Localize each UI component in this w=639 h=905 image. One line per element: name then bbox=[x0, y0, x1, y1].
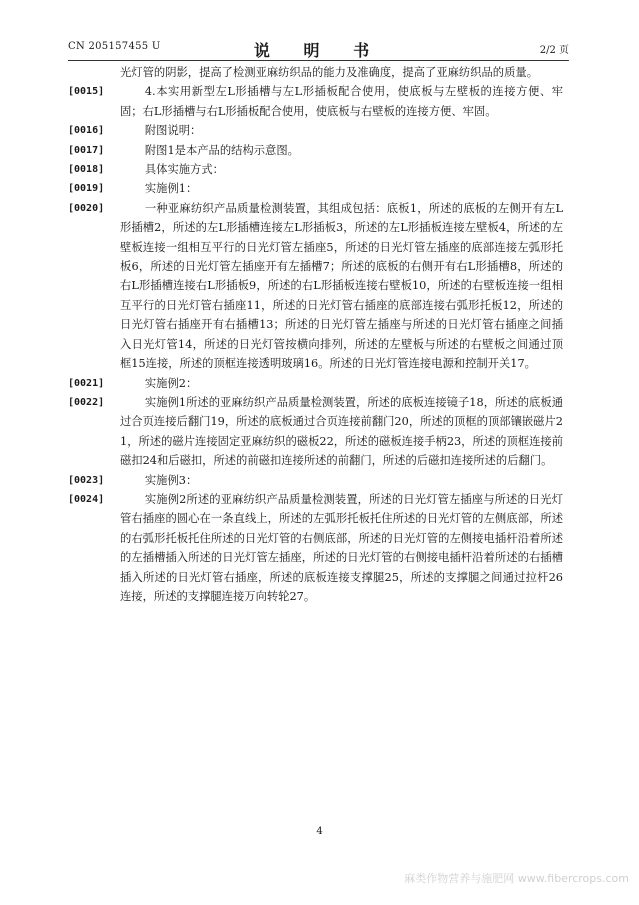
patent-number: CN 205157455 U bbox=[68, 41, 161, 52]
paragraph-number: [0020] bbox=[68, 202, 105, 214]
paragraph-number: [0022] bbox=[68, 396, 105, 408]
paragraph bbox=[68, 121, 563, 140]
paragraph bbox=[68, 471, 563, 490]
paragraph-text: 实施例2： bbox=[144, 376, 198, 390]
paragraph bbox=[68, 374, 563, 393]
paragraph-number: [0016] bbox=[68, 125, 105, 137]
paragraph bbox=[68, 490, 563, 606]
paragraph-number: [0023] bbox=[68, 474, 105, 486]
paragraph-text: 具体实施方式： bbox=[144, 163, 224, 177]
paragraph-number: [0017] bbox=[68, 144, 105, 156]
paragraph-text: 4.本实用新型左L形插槽与左L形插板配合使用，使底板与左壁板的连接方便、牢固；右L形插槽与右L形插板配合使用，使底板与右壁板的连接方便、牢固。 bbox=[120, 85, 563, 118]
page-count: 2/2 页 bbox=[539, 45, 569, 56]
paragraph-text: 光灯管的阴影，提高了检测亚麻纺织品的能力及准确度，提高了亚麻纺织品的质量。 bbox=[120, 66, 538, 79]
paragraph bbox=[68, 199, 563, 374]
paragraph-number: [0018] bbox=[68, 164, 105, 176]
paragraph-text: 附图说明： bbox=[144, 124, 202, 138]
paragraph bbox=[68, 160, 563, 179]
watermark: 麻类作物营养与施肥网 www.fibercrops.com bbox=[404, 872, 629, 885]
paragraph-text: 附图1是本产品的结构示意图。 bbox=[144, 143, 299, 157]
paragraph bbox=[68, 393, 563, 471]
paragraph-text: 实施例2所述的亚麻纺织产品质量检测装置，所述的日光灯管左插座与所述的日光灯管右插座的圆心在一条直线上，所述的左弧形托板托住所述的日光灯管的左侧底部，所述的右弧形托板托住所述的日光灯管的右侧底部，所述的日光灯管的左侧接电插杆沿着所述的左插槽插入所述的日光灯管左插座，所述的日光灯管的右侧接电插杆沿着所述的右插槽插入所述的日光灯管右插座，所述的底板连接支撑腿25，所述的支撑腿之间通过拉杆26连接，所述的支撑腿连接万向转轮27。 bbox=[120, 492, 563, 603]
paragraph bbox=[68, 179, 563, 198]
paragraph bbox=[68, 82, 563, 121]
paragraph bbox=[68, 141, 563, 160]
document-body bbox=[68, 63, 563, 606]
paragraph-text: 实施例1： bbox=[144, 182, 198, 196]
paragraph-text: 一种亚麻纺织产品质量检测装置，其组成包括：底板1，所述的底板的左侧开有左L形插槽2，所述的左L形插槽连接左L形插板3，所述的左L形插板连接左壁板4，所述的左壁板连接一组相互平行的日光灯管左插座5，所述的日光灯管左插座的底部连接左弧形托板6，所述的日光灯管左插座开有左插槽7；所述的底板的右侧开有右L形插槽8，所述的右L形插槽连接右L形插板9，所述的右L形插板连接右壁板10，所述的右壁板连接一组相互平行的日光灯管右插座11，所述的日光灯管右插座的底部连接右弧形托板12，所述的日光灯管右插座开有右插槽13；所述的日光灯管左插座与所述的日光灯管右插座之间插入日光灯管14，所述的日光灯管按横向排列，所述的左壁板与所述的右壁板之间通过顶框15连接，所述的顶框连接透明玻璃16。所述的日光灯管连接电源和控制开关17。 bbox=[120, 201, 563, 371]
paragraph bbox=[68, 63, 563, 82]
paragraph-text: 实施例3： bbox=[144, 473, 198, 487]
page-header bbox=[68, 38, 569, 60]
paragraph-number: [0015] bbox=[68, 86, 105, 98]
header-divider bbox=[68, 60, 569, 61]
document-title: 说 明 书 bbox=[253, 41, 384, 60]
paragraph-number: [0024] bbox=[68, 493, 105, 505]
page-number: 4 bbox=[316, 826, 323, 837]
paragraph-text: 实施例1所述的亚麻纺织产品质量检测装置，所述的底板连接镜子18，所述的底板通过合页连接后翻门19，所述的底板通过合页连接前翻门20，所述的顶框的顶部镶嵌磁片21，所述的磁片连接固定亚麻纺织的磁板22，所述的磁板连接手柄23，所述的顶框连接前磁扣24和后磁扣，所述的前磁扣连接所述的前翻门，所述的后磁扣连接所述的后翻门。 bbox=[120, 395, 563, 468]
paragraph-number: [0019] bbox=[68, 183, 105, 195]
paragraph-number: [0021] bbox=[68, 377, 105, 389]
